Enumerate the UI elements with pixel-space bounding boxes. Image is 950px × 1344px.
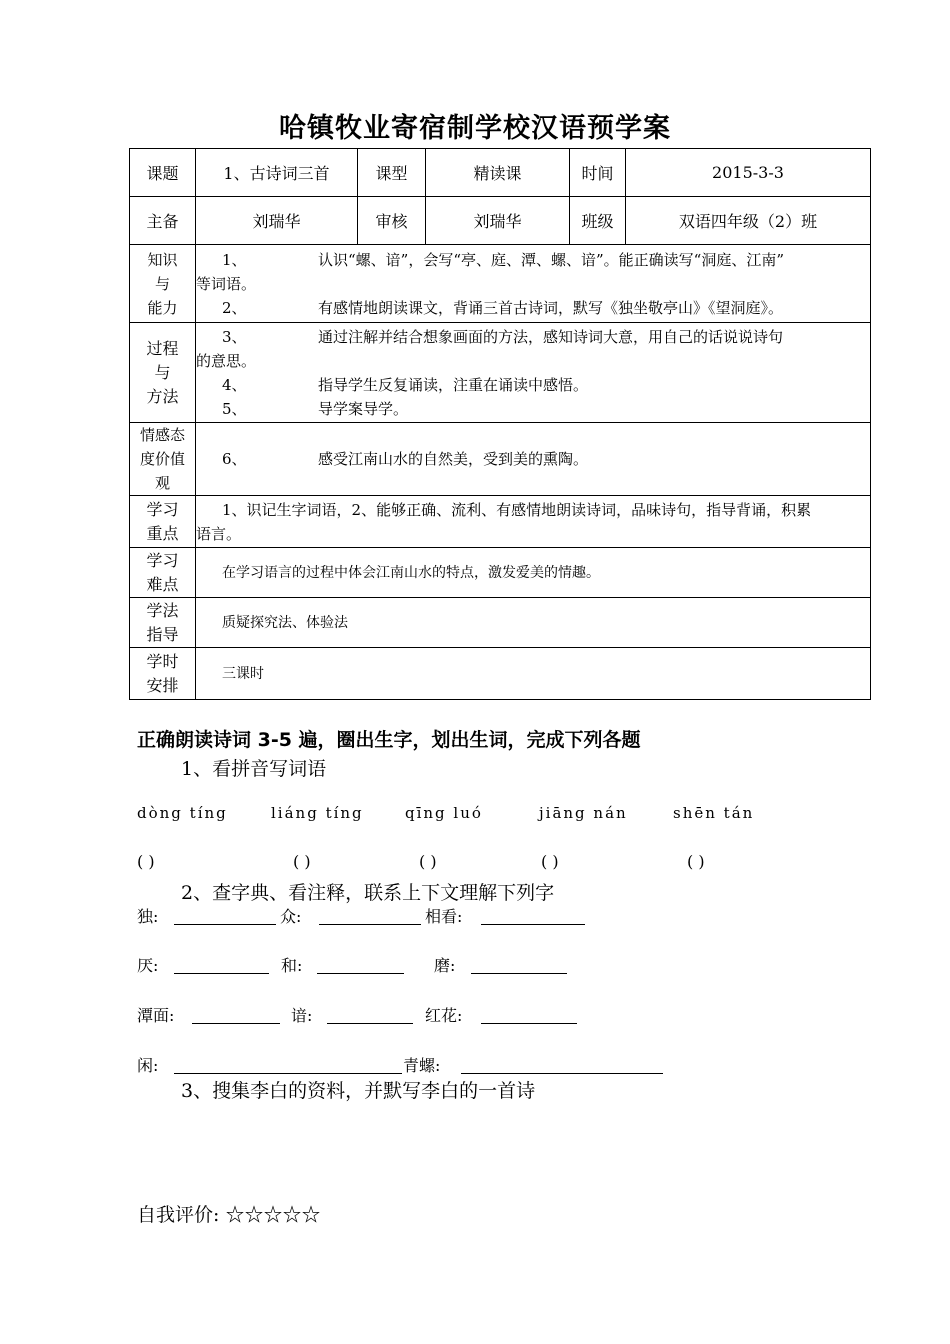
table-row bbox=[130, 245, 871, 323]
table-row bbox=[130, 598, 871, 648]
self-eval-label: 自我评价: bbox=[137, 1204, 220, 1226]
fill-blank[interactable] bbox=[481, 1023, 577, 1024]
fill-blank[interactable] bbox=[174, 1073, 402, 1074]
fill-row bbox=[137, 904, 857, 928]
schedule-label: 学时 安排 bbox=[130, 648, 196, 700]
fill-label: 独: bbox=[137, 907, 159, 926]
section-heading: 正确朗读诗词 3-5 遍，圈出生字，划出生词，完成下列各题 bbox=[137, 729, 641, 751]
fill-blank[interactable] bbox=[327, 1023, 413, 1024]
lesson-info-table bbox=[129, 148, 871, 700]
fill-label: 相看: bbox=[425, 907, 463, 926]
star-rating[interactable]: ☆☆☆☆☆ bbox=[225, 1204, 321, 1226]
pinyin-item: qīng luó bbox=[405, 804, 483, 822]
pinyin-item: dòng tíng bbox=[137, 804, 228, 822]
review-value: 刘瑞华 bbox=[426, 197, 570, 245]
lead-value: 刘瑞华 bbox=[196, 197, 358, 245]
table-row bbox=[130, 197, 871, 245]
table-row bbox=[130, 323, 871, 423]
fill-label: 闲: bbox=[137, 1056, 159, 1075]
answer-blank[interactable]: ( ) bbox=[687, 852, 705, 871]
fill-label: 厌: bbox=[137, 956, 159, 975]
type-label: 课型 bbox=[358, 149, 426, 197]
table-row bbox=[130, 496, 871, 548]
fill-label: 谙: bbox=[291, 1006, 313, 1025]
difficulty-label: 学习 难点 bbox=[130, 548, 196, 598]
process-content: 3、 通过注解并结合想象画面的方法，感知诗词大意，用自己的话说说诗句 的意思。 4、 指导学生反复诵读，注重在诵读中感悟。 5、 导学案导学。 bbox=[196, 323, 871, 423]
fill-row bbox=[137, 953, 857, 977]
topic-value: 1、古诗词三首 bbox=[196, 149, 358, 197]
answer-blank[interactable]: ( ) bbox=[541, 852, 559, 871]
method-label: 学法 指导 bbox=[130, 598, 196, 648]
fill-blank[interactable] bbox=[174, 924, 276, 925]
class-value: 双语四年级（2）班 bbox=[626, 197, 871, 245]
table-row bbox=[130, 149, 871, 197]
q3-title: 3、搜集李白的资料，并默写李白的一首诗 bbox=[181, 1080, 536, 1102]
key-label: 学习 重点 bbox=[130, 496, 196, 548]
schedule-content: 三课时 bbox=[196, 648, 871, 700]
fill-label: 磨: bbox=[434, 956, 456, 975]
fill-blank[interactable] bbox=[481, 924, 585, 925]
fill-label: 和: bbox=[281, 956, 303, 975]
fill-blank[interactable] bbox=[471, 973, 567, 974]
fill-blank[interactable] bbox=[192, 1023, 280, 1024]
self-evaluation bbox=[137, 1200, 320, 1227]
method-content: 质疑探究法、体验法 bbox=[196, 598, 871, 648]
class-label: 班级 bbox=[570, 197, 626, 245]
pinyin-row bbox=[137, 804, 857, 826]
fill-blank[interactable] bbox=[174, 973, 269, 974]
fill-blank[interactable] bbox=[319, 924, 421, 925]
q1-title: 1、看拼音写词语 bbox=[181, 758, 327, 780]
knowledge-content: 1、 认识“螺、谙”，会写“亭、庭、潭、螺、谙”。能正确读写“洞庭、江南” 等词语。 2、 有感情地朗读课文，背诵三首古诗词，默写《独坐敬亭山》《望洞庭》。 bbox=[196, 245, 871, 323]
pinyin-item: shēn tán bbox=[673, 804, 755, 822]
review-label: 审核 bbox=[358, 197, 426, 245]
table-row bbox=[130, 648, 871, 700]
time-value: 2015-3-3 bbox=[626, 149, 871, 197]
fill-row bbox=[137, 1053, 857, 1077]
topic-label: 课题 bbox=[130, 149, 196, 197]
page-title: 哈镇牧业寄宿制学校汉语预学案 bbox=[279, 113, 671, 144]
fill-row bbox=[137, 1003, 857, 1027]
answer-blank[interactable]: ( ) bbox=[293, 852, 311, 871]
answer-parentheses-row bbox=[137, 852, 857, 874]
q2-title: 2、查字典、看注释，联系上下文理解下列字 bbox=[181, 882, 555, 904]
time-label: 时间 bbox=[570, 149, 626, 197]
lead-label: 主备 bbox=[130, 197, 196, 245]
process-label: 过程 与 方法 bbox=[130, 323, 196, 423]
fill-label: 众: bbox=[280, 907, 302, 926]
pinyin-item: liáng tíng bbox=[271, 804, 364, 822]
key-content: 1、识记生字词语，2、能够正确、流利、有感情地朗读诗词，品味诗句，指导背诵，积累 语言。 bbox=[196, 496, 871, 548]
fill-label: 潭面: bbox=[137, 1006, 175, 1025]
fill-label: 红花: bbox=[425, 1006, 463, 1025]
answer-blank[interactable]: ( ) bbox=[419, 852, 437, 871]
fill-blank[interactable] bbox=[317, 973, 404, 974]
emotion-label: 情感态 度价值 观 bbox=[130, 423, 196, 496]
table-row bbox=[130, 548, 871, 598]
fill-label: 青螺: bbox=[403, 1056, 441, 1075]
pinyin-item: jiāng nán bbox=[539, 804, 628, 822]
answer-blank[interactable]: ( ) bbox=[137, 852, 155, 871]
type-value: 精读课 bbox=[426, 149, 570, 197]
difficulty-content: 在学习语言的过程中体会江南山水的特点，激发爱美的情趣。 bbox=[196, 548, 871, 598]
table-row bbox=[130, 423, 871, 496]
fill-blank[interactable] bbox=[461, 1073, 663, 1074]
knowledge-label: 知识 与 能力 bbox=[130, 245, 196, 323]
emotion-content: 6、 感受江南山水的自然美，受到美的熏陶。 bbox=[196, 423, 871, 496]
